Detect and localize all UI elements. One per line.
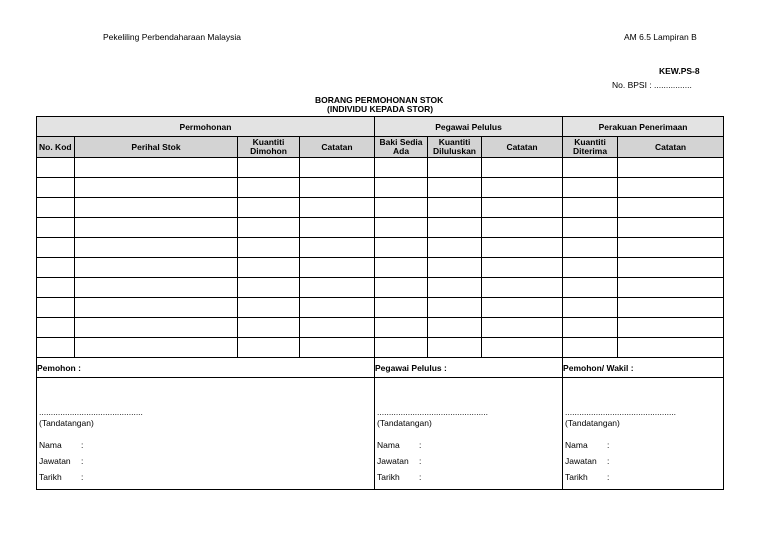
table-cell[interactable]	[428, 198, 482, 218]
table-cell[interactable]	[238, 318, 300, 338]
column-header-row	[37, 137, 724, 158]
table-cell[interactable]	[238, 278, 300, 298]
colon: :	[81, 456, 84, 466]
tarikh-field	[39, 472, 84, 482]
table-cell[interactable]	[482, 198, 563, 218]
tarikh-label: Tarikh	[377, 472, 400, 482]
table-cell[interactable]	[238, 218, 300, 238]
table-cell[interactable]	[375, 178, 428, 198]
table-cell[interactable]	[563, 278, 618, 298]
table-cell[interactable]	[37, 218, 75, 238]
table-cell[interactable]	[618, 318, 724, 338]
pegawai-pelulus-label: Pegawai Pelulus :	[375, 358, 563, 378]
wakil-signature-block[interactable]	[563, 378, 724, 490]
col-kuantiti-dimohon	[238, 137, 300, 158]
table-cell[interactable]	[618, 298, 724, 318]
nama-label: Nama	[39, 440, 62, 450]
table-cell[interactable]	[37, 278, 75, 298]
table-cell[interactable]	[482, 298, 563, 318]
table-cell[interactable]	[428, 278, 482, 298]
table-cell[interactable]	[75, 338, 238, 358]
jawatan-label: Jawatan	[377, 456, 409, 466]
table-cell[interactable]	[375, 318, 428, 338]
table-cell[interactable]	[428, 298, 482, 318]
table-cell[interactable]	[75, 158, 238, 178]
tarikh-label: Tarikh	[565, 472, 588, 482]
table-cell[interactable]	[300, 158, 375, 178]
table-cell[interactable]	[375, 298, 428, 318]
colon: :	[419, 472, 422, 482]
jawatan-label: Jawatan	[565, 456, 597, 466]
table-cell[interactable]	[618, 158, 724, 178]
table-cell[interactable]	[375, 238, 428, 258]
nama-field	[377, 440, 422, 450]
table-cell[interactable]	[238, 238, 300, 258]
table-cell[interactable]	[375, 258, 428, 278]
table-row	[37, 198, 724, 218]
pelulus-signature-block[interactable]	[375, 378, 563, 490]
table-cell[interactable]	[563, 198, 618, 218]
table-cell[interactable]	[375, 218, 428, 238]
jawatan-label: Jawatan	[39, 456, 71, 466]
table-cell[interactable]	[75, 178, 238, 198]
bpsi-number: No. BPSI : ................	[612, 80, 692, 90]
table-cell[interactable]	[618, 338, 724, 358]
nama-label: Nama	[377, 440, 400, 450]
table-row	[37, 278, 724, 298]
table-cell[interactable]	[300, 198, 375, 218]
col-catatan-3: Catatan	[618, 137, 724, 158]
section-permohonan: Permohonan	[37, 117, 375, 137]
table-cell[interactable]	[75, 298, 238, 318]
table-cell[interactable]	[238, 158, 300, 178]
table-row	[37, 338, 724, 358]
table-cell[interactable]	[482, 238, 563, 258]
table-cell[interactable]	[375, 158, 428, 178]
col-baki-l1: Baki Sedia	[379, 137, 423, 147]
table-cell[interactable]	[238, 298, 300, 318]
col-baki-sedia-ada	[375, 137, 428, 158]
tarikh-label: Tarikh	[39, 472, 62, 482]
table-cell[interactable]	[563, 298, 618, 318]
table-cell[interactable]	[37, 338, 75, 358]
col-kuantiti-diluluskan-l2: Diluluskan	[433, 146, 476, 156]
col-catatan-2: Catatan	[482, 137, 563, 158]
table-cell[interactable]	[428, 178, 482, 198]
signature-line: ............................................	[39, 407, 143, 417]
colon: :	[81, 472, 84, 482]
tarikh-field	[377, 472, 422, 482]
table-cell[interactable]	[300, 298, 375, 318]
pemohon-label: Pemohon :	[37, 358, 375, 378]
section-perakuan-penerimaan: Perakuan Penerimaan	[563, 117, 724, 137]
table-cell[interactable]	[428, 258, 482, 278]
table-cell[interactable]	[300, 338, 375, 358]
table-row	[37, 298, 724, 318]
table-cell[interactable]	[563, 218, 618, 238]
col-kuantiti-diterima	[563, 137, 618, 158]
table-cell[interactable]	[238, 258, 300, 278]
table-cell[interactable]	[563, 258, 618, 278]
nama-field	[565, 440, 610, 450]
table-cell[interactable]	[37, 198, 75, 218]
table-cell[interactable]	[618, 258, 724, 278]
table-cell[interactable]	[375, 338, 428, 358]
table-row	[37, 238, 724, 258]
table-cell[interactable]	[482, 258, 563, 278]
colon: :	[607, 456, 610, 466]
table-row	[37, 258, 724, 278]
jawatan-field	[565, 456, 610, 466]
table-cell[interactable]	[37, 238, 75, 258]
signature-line: ...............................................	[377, 407, 489, 417]
col-perihal-stok: Perihal Stok	[75, 137, 238, 158]
tandatangan-label: (Tandatangan)	[565, 418, 620, 428]
colon: :	[607, 472, 610, 482]
colon: :	[607, 440, 610, 450]
jawatan-field	[39, 456, 84, 466]
table-cell[interactable]	[563, 238, 618, 258]
table-cell[interactable]	[428, 318, 482, 338]
col-kuantiti-diterima-l2: Diterima	[573, 146, 608, 156]
table-cell[interactable]	[300, 278, 375, 298]
table-cell[interactable]	[482, 178, 563, 198]
col-kuantiti-diluluskan	[428, 137, 482, 158]
table-cell[interactable]	[618, 238, 724, 258]
pemohon-wakil-label: Pemohon/ Wakil :	[563, 358, 724, 378]
table-cell[interactable]	[238, 198, 300, 218]
table-cell[interactable]	[618, 218, 724, 238]
signature-line: ...............................................	[565, 407, 677, 417]
circular-reference: Pekeliling Perbendaharaan Malaysia	[103, 32, 241, 42]
form-code: KEW.PS-8	[659, 66, 700, 76]
table-row	[37, 318, 724, 338]
table-cell[interactable]	[37, 258, 75, 278]
table-row	[37, 178, 724, 198]
table-cell[interactable]	[428, 158, 482, 178]
form-title: BORANG PERMOHONAN STOK	[315, 95, 444, 105]
table-cell[interactable]	[563, 178, 618, 198]
table-cell[interactable]	[37, 298, 75, 318]
table-cell[interactable]	[300, 318, 375, 338]
table-cell[interactable]	[300, 258, 375, 278]
table-cell[interactable]	[75, 238, 238, 258]
table-cell[interactable]	[37, 178, 75, 198]
col-kuantiti-dimohon-l2: Dimohon	[250, 146, 287, 156]
table-cell[interactable]	[75, 198, 238, 218]
signature-header-row	[37, 358, 724, 378]
table-cell[interactable]	[375, 278, 428, 298]
stock-request-table	[36, 116, 724, 490]
table-cell[interactable]	[300, 238, 375, 258]
table-cell[interactable]	[563, 318, 618, 338]
colon: :	[419, 440, 422, 450]
table-cell[interactable]	[238, 338, 300, 358]
col-baki-l2: Ada	[392, 146, 410, 156]
table-cell[interactable]	[75, 318, 238, 338]
table-cell[interactable]	[300, 178, 375, 198]
table-cell[interactable]	[482, 158, 563, 178]
table-cell[interactable]	[482, 338, 563, 358]
table-row	[37, 218, 724, 238]
section-pegawai-pelulus: Pegawai Pelulus	[375, 117, 563, 137]
nama-label: Nama	[565, 440, 588, 450]
col-kuantiti-diluluskan-l1: Kuantiti	[438, 137, 471, 147]
colon: :	[81, 440, 84, 450]
form-subtitle: (INDIVIDU KEPADA STOR)	[327, 104, 434, 114]
tandatangan-label: (Tandatangan)	[377, 418, 432, 428]
table-cell[interactable]	[618, 198, 724, 218]
table-cell[interactable]	[37, 318, 75, 338]
col-no-kod: No. Kod	[37, 137, 75, 158]
table-cell[interactable]	[482, 218, 563, 238]
table-cell[interactable]	[563, 158, 618, 178]
jawatan-field	[377, 456, 422, 466]
table-cell[interactable]	[618, 278, 724, 298]
table-cell[interactable]	[75, 218, 238, 238]
table-cell[interactable]	[75, 258, 238, 278]
tandatangan-label: (Tandatangan)	[39, 418, 94, 428]
table-cell[interactable]	[428, 338, 482, 358]
table-cell[interactable]	[75, 278, 238, 298]
pemohon-signature-block[interactable]	[37, 378, 375, 490]
table-cell[interactable]	[375, 198, 428, 218]
nama-field	[39, 440, 84, 450]
section-header-row	[37, 117, 724, 137]
table-cell[interactable]	[238, 178, 300, 198]
table-cell[interactable]	[300, 218, 375, 238]
table-cell[interactable]	[563, 338, 618, 358]
col-catatan-1: Catatan	[300, 137, 375, 158]
table-cell[interactable]	[37, 158, 75, 178]
table-cell[interactable]	[482, 278, 563, 298]
table-cell[interactable]	[482, 318, 563, 338]
signature-body-row	[37, 378, 724, 490]
colon: :	[419, 456, 422, 466]
table-cell[interactable]	[618, 178, 724, 198]
table-row	[37, 158, 724, 178]
col-kuantiti-diterima-l1: Kuantiti	[574, 137, 606, 147]
table-cell[interactable]	[428, 218, 482, 238]
table-cell[interactable]	[428, 238, 482, 258]
appendix-reference: AM 6.5 Lampiran B	[624, 32, 697, 42]
col-kuantiti-dimohon-l1: Kuantiti	[252, 137, 285, 147]
tarikh-field	[565, 472, 610, 482]
